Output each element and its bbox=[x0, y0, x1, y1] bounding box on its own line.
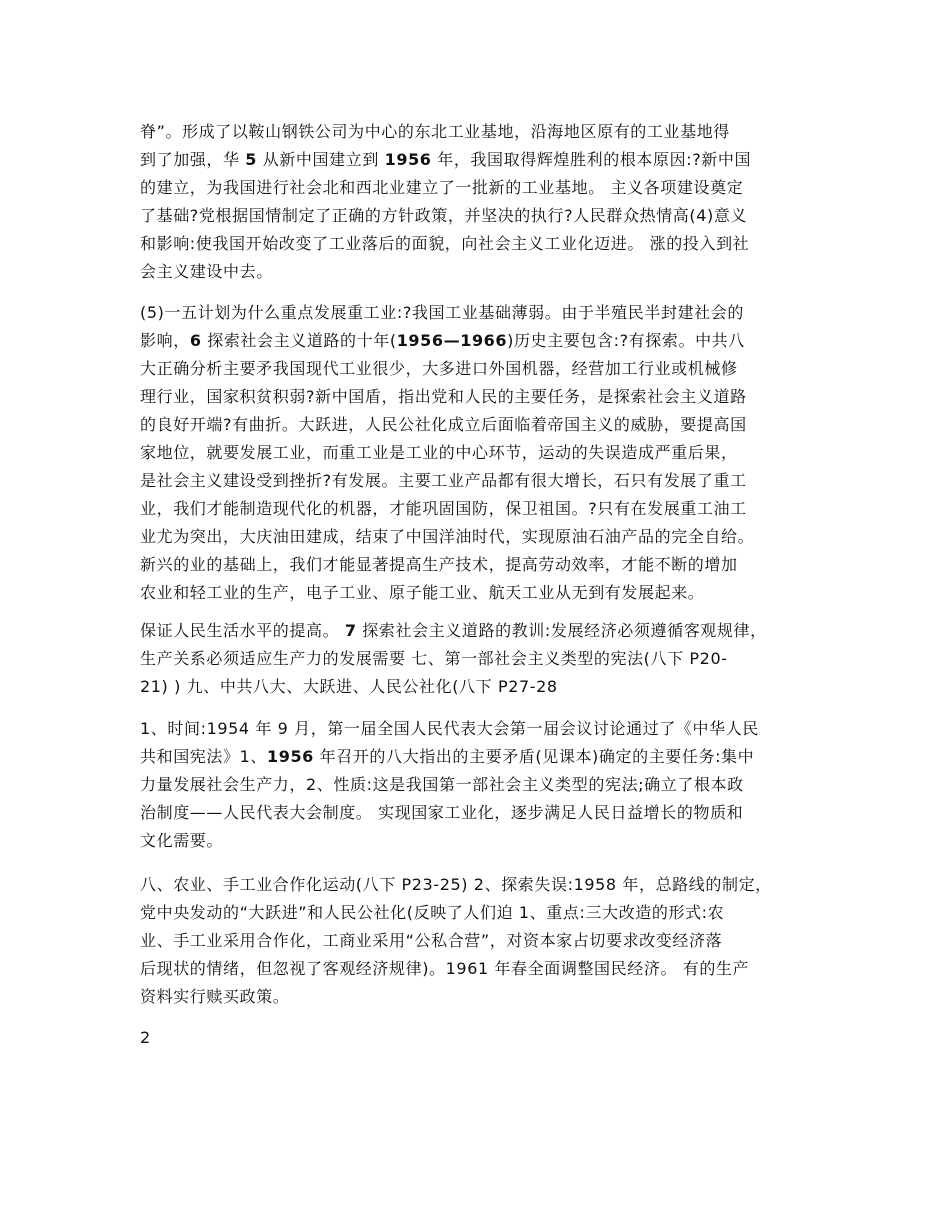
text-line: 新兴的业的基础上，我们才能显著提高生产技术，提高劳动效率，才能不断的增加 bbox=[140, 555, 738, 574]
text-line: 脊”。形成了以鞍山钢铁公司为中心的东北工业基地，沿海地区原有的工业基地得 bbox=[140, 122, 730, 141]
text-line: 家地位，就要发展工业，而重工业是工业的中心环节，运动的失误造成严重后果， bbox=[140, 443, 738, 462]
text-line: 生产关系必须适应生产力的发展需要 七、第一部社会主义类型的宪法(八下 P20- bbox=[140, 649, 728, 668]
text-line: 文化需要。 bbox=[140, 831, 224, 850]
text-line: 业尤为突出，大庆油田建成，结束了中国洋油时代，实现原油石油产品的完全自给。 bbox=[140, 527, 755, 546]
text-line: 1、时间:1954 年 9 月，第一届全国人民代表大会第一届会议讨论通过了《中华人民 bbox=[140, 719, 759, 738]
text-line: (5)一五计划为什么重点发展重工业:?我国工业基础薄弱。由于半殖民半封建社会的 bbox=[140, 303, 744, 322]
paragraph-heavy-industry bbox=[140, 299, 840, 607]
paragraph-cooperative-movement bbox=[140, 871, 840, 1011]
text-line: 21) ) 九、中共八大、大跃进、人民公社化(八下 P27-28 bbox=[140, 677, 558, 696]
text-line: 了基础?党根据国情制定了正确的方针政策，并坚决的执行?人民群众热情高(4)意义 bbox=[140, 206, 748, 225]
text-line: 治制度——人民代表大会制度。 实现国家工业化，逐步满足人民日益增长的物质和 bbox=[140, 803, 744, 822]
text-line: 党中央发动的“大跃进”和人民公社化(反映了人们迫 1、重点:三大改造的形式:农 bbox=[140, 903, 725, 922]
text-line: 共和国宪法》1、1956 年召开的八大指出的主要矛盾(见课本)确定的主要任务:集中 bbox=[140, 747, 755, 766]
paragraph-constitution bbox=[140, 715, 840, 855]
text-line: 到了加强，华 5 从新中国建立到 1956 年，我国取得辉煌胜利的根本原因:?新中国 bbox=[140, 150, 752, 169]
text-line: 的良好开端?有曲折。大跃进，人民公社化成立后面临着帝国主义的威胁，要提高国 bbox=[140, 415, 747, 434]
paragraph-lessons bbox=[140, 617, 840, 701]
text-line: 和影响:使我国开始改变了工业落后的面貌，向社会主义工业化迈进。 涨的投入到社 bbox=[140, 234, 750, 253]
text-line: 是社会主义建设受到挫折?有发展。主要工业产品都有很大增长，石只有发展了重工 bbox=[140, 471, 747, 490]
text-line: 八、农业、手工业合作化运动(八下 P23-25) 2、探索失误:1958 年，总路线的制定， bbox=[140, 875, 772, 894]
text-line: 后现状的情绪，但忽视了客观经济规律)。1961 年春全面调整国民经济。 有的生产 bbox=[140, 959, 750, 978]
text-line: 理行业，国家积贫积弱?新中国盾，指出党和人民的主要任务，是探索社会主义道路 bbox=[140, 387, 747, 406]
text-line: 力量发展社会生产力，2、性质:这是我国第一部社会主义类型的宪法;确立了根本政 bbox=[140, 775, 744, 794]
paragraph-industrial-base bbox=[140, 118, 840, 286]
text-line: 大正确分析主要矛我国现代工业很少，大多进口外国机器，经营加工行业或机械修 bbox=[140, 359, 738, 378]
text-line: 业、手工业采用合作化，工商业采用“公私合营”，对资本家占切要求改变经济落 bbox=[140, 931, 723, 950]
text-line: 农业和轻工业的生产，电子工业、原子能工业、航天工业从无到有发展起来。 bbox=[140, 583, 705, 602]
page-number: 2 bbox=[140, 1028, 151, 1047]
text-line: 影响，6 探索社会主义道路的十年(1956—1966)历史主要包含:?有探索。中共八 bbox=[140, 331, 745, 350]
text-line: 会主义建设中去。 bbox=[140, 262, 273, 281]
text-line: 保证人民生活水平的提高。 7 探索社会主义道路的教训:发展经济必须遵循客观规律， bbox=[140, 621, 767, 640]
text-line: 的建立，为我国进行社会北和西北业建立了一批新的工业基地。 主义各项建设奠定 bbox=[140, 178, 744, 197]
text-line: 业，我们才能制造现代化的机器，才能巩固国防，保卫祖国。?只有在发展重工油工 bbox=[140, 499, 747, 518]
text-line: 资料实行赎买政策。 bbox=[140, 987, 290, 1006]
